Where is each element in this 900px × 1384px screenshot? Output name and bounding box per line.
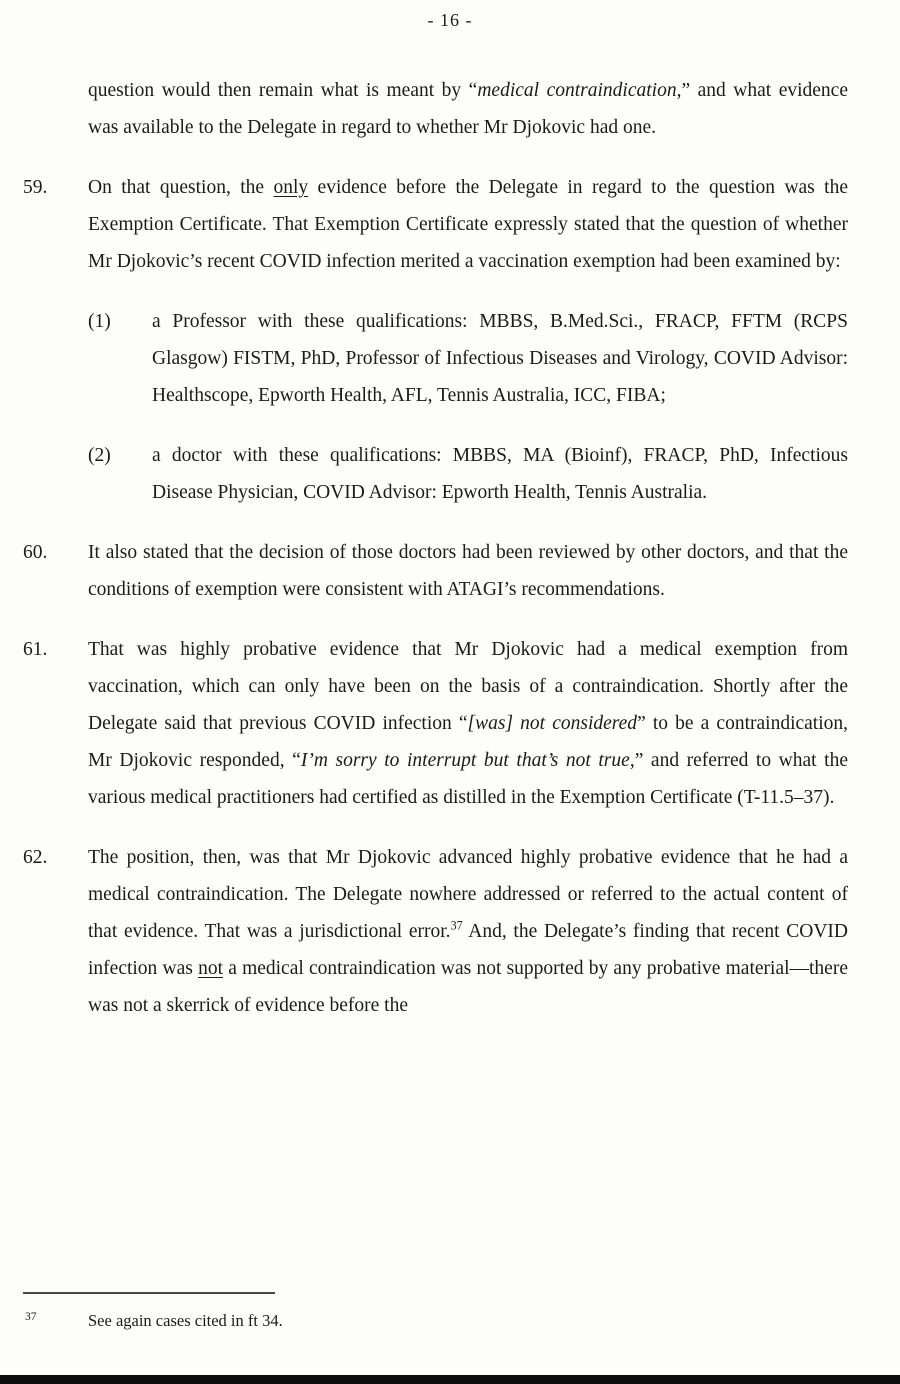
paragraph — [23, 631, 848, 816]
document-body — [23, 72, 848, 1047]
paragraph-number: (1) — [88, 311, 111, 332]
paragraph — [23, 534, 848, 608]
footnote-text: See again cases cited in ft 34. — [88, 1311, 283, 1330]
paragraph — [23, 839, 848, 1024]
paragraph-number: 62. — [23, 847, 48, 868]
paragraph-number: (2) — [88, 445, 111, 466]
footnote-marker: 37 — [25, 1311, 37, 1323]
sub-paragraph — [23, 437, 848, 511]
paragraph-text: question would then remain what is meant by “medical contraindication,” and what evidence was available to the Delegate in regard to whether Mr Djokovic had one. — [88, 80, 848, 138]
footnote — [23, 1310, 848, 1332]
paragraph-text: a Professor with these qualifications: MBBS, B.Med.Sci., FRACP, FFTM (RCPS Glasgow) FISTM, PhD, Professor of Infectious Diseases and Virology, COVID Advisor: Healthscope, Epworth Health, AFL, Tennis Australia, ICC, FIBA; — [152, 311, 848, 406]
paragraph — [23, 169, 848, 280]
paragraph — [23, 72, 848, 146]
paragraph-text: a doctor with these qualifications: MBBS, MA (Bioinf), FRACP, PhD, Infectious Disease Physician, COVID Advisor: Epworth Health, Tennis Australia. — [152, 445, 848, 503]
paragraph-text: That was highly probative evidence that Mr Djokovic had a medical exemption from vaccination, which can only have been on the basis of a contraindication. Shortly after the Delegate said that previous COVID infection “[was] not considered” to be a contraindication, Mr Djokovic responded, “I’m sorry to interrupt but that’s not true,” and referred to what the various medical practitioners had certified as distilled in the Exemption Certificate (T-11.5–37). — [88, 639, 849, 808]
paragraph-text: On that question, the only evidence before the Delegate in regard to the question was the Exemption Certificate. That Exemption Certificate expressly stated that the question of whether Mr Djokovic’s recent COVID infection merited a vaccination exemption had been examined by: — [88, 177, 848, 272]
paragraph-number: 59. — [23, 177, 48, 198]
scan-edge-bar — [0, 1375, 900, 1384]
sub-paragraph — [23, 303, 848, 414]
paragraph-number: 60. — [23, 542, 48, 563]
footnote-separator — [23, 1292, 275, 1294]
page-number: - 16 - — [427, 10, 473, 30]
paragraph-text: It also stated that the decision of those doctors had been reviewed by other doctors, and that the conditions of exemption were consistent with ATAGI’s recommendations. — [88, 542, 848, 600]
footnote-section — [23, 1292, 848, 1332]
paragraph-number: 61. — [23, 639, 48, 660]
paragraph-text: The position, then, was that Mr Djokovic advanced highly probative evidence that he had a medical contraindication. The Delegate nowhere addressed or referred to the actual content of that evidence. That was a jurisdictional error.$^{37}$ And, the Delegate’s finding that recent COVID infection was not a medical contraindication was not supported by any probative material—there was not a skerrick of evidence before the — [88, 847, 848, 1016]
